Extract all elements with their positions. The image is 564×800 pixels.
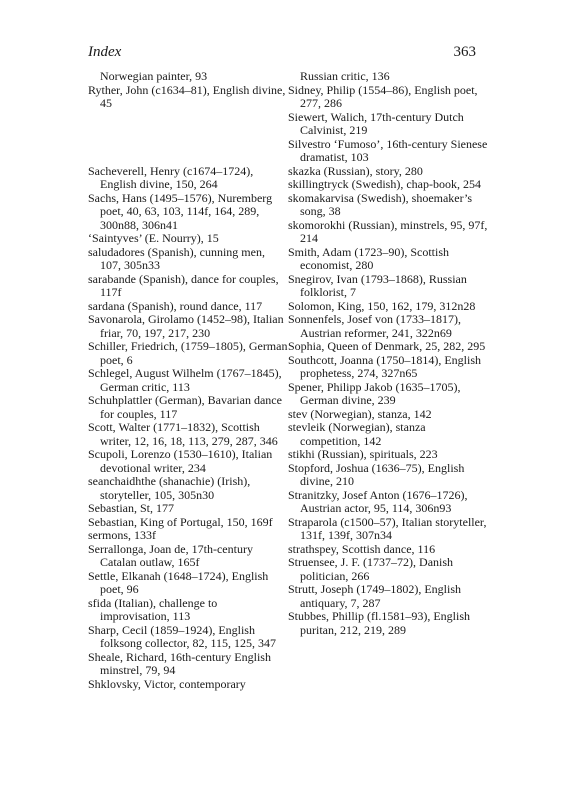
index-entry: ‘Saintyves’ (E. Nourry), 15 [88,231,219,245]
index-entry: Straparola (c1500–57), Italian storyteller, 131f, 139f, 307n34 [288,514,487,542]
index-entry: saludadores (Spanish), cunning men, 107, 305n33 [88,244,265,272]
running-head [88,44,476,64]
index-entry: Schiller, Friedrich, (1759–1805), German poet, 6 [88,339,288,367]
index-entry: Sebastian, St, 177 [88,501,174,515]
index-entry: Sheale, Richard, 16th-century English minstrel, 79, 94 [88,649,271,677]
index-entry: sfida (Italian), challenge to improvisation, 113 [88,595,218,623]
index-entry: Settle, Elkanah (1648–1724), English poet, 96 [88,568,269,596]
index-entry: skazka (Russian), story, 280 [288,163,423,178]
index-entry: Southcott, Joanna (1750–1814), English prophetess, 274, 327n65 [288,352,481,380]
index-entry: Stranitzky, Josef Anton (1676–1726), Austrian actor, 95, 114, 306n93 [288,487,468,515]
running-title: Index [88,44,122,60]
index-column-left [88,70,288,691]
index-entry: stikhi (Russian), spirituals, 223 [288,447,438,461]
index-entry: sarabande (Spanish), dance for couples, 117f [88,271,279,299]
index-entry: strathspey, Scottish dance, 116 [288,541,436,556]
index-entry: Struensee, J. F. (1737–72), Danish politician, 266 [288,555,454,583]
index-entry: seanchaidhthe (shanachie) (Irish), storyteller, 105, 305n30 [88,474,251,502]
index-entry: Sonnenfels, Josef von (1733–1817), Austrian reformer, 241, 322n69 [288,312,461,340]
index-entry: Serrallonga, Joan de, 17th-century Catalan outlaw, 165f [88,541,253,569]
index-entry: Stubbes, Phillip (fl.1581–93), English puritan, 212, 219, 289 [288,609,471,637]
index-entry: Shklovsky, Victor, contemporary [88,676,246,691]
index-entry-continuation: Russian critic, 136 [300,69,390,83]
index-entry: Schlegel, August Wilhelm (1767–1845), German critic, 113 [88,366,282,394]
index-entry: Stopford, Joshua (1636–75), English divine, 210 [288,460,465,488]
index-column-right [288,70,488,637]
index-entry: Snegirov, Ivan (1793–1868), Russian folklorist, 7 [288,271,467,299]
index-entry: Silvestro ‘Fumoso’, 16th-century Sienese dramatist, 103 [288,136,488,164]
index-entry: stevleik (Norwegian), stanza competition, 142 [288,420,426,448]
index-entry: Spener, Philipp Jakob (1635–1705), German divine, 239 [288,379,461,407]
index-entry: Sophia, Queen of Denmark, 25, 282, 295 [288,339,486,353]
index-entry: Sharp, Cecil (1859–1924), English folksong collector, 82, 115, 125, 347 [88,622,277,650]
index-entry: Sidney, Philip (1554–86), English poet, 277, 286 [288,82,478,110]
index-entry: sardana (Spanish), round dance, 117 [88,298,263,313]
index-entry: skomakarvisa (Swedish), shoemaker’s song, 38 [288,190,473,218]
page-number: 363 [453,44,476,60]
index-entry: Siewert, Walich, 17th-century Dutch Calvinist, 219 [288,109,464,137]
index-entry: Ryther, John (c1634–81), English divine, 45 [88,82,286,110]
index-entry: Sacheverell, Henry (c1674–1724), English divine, 150, 264 [88,163,254,191]
index-entry: Strutt, Joseph (1749–1802), English antiquary, 7, 287 [288,582,461,610]
index-entry: skomorokhi (Russian), minstrels, 95, 97f, 214 [288,217,488,245]
index-entry: stev (Norwegian), stanza, 142 [288,406,432,421]
index-entry-continuation: Norwegian painter, 93 [100,69,208,83]
letter-gap [88,111,288,165]
index-entry: Schuhplattler (German), Bavarian dance for couples, 117 [88,393,282,421]
index-entry: Sachs, Hans (1495–1576), Nuremberg poet, 40, 63, 103, 114f, 164, 289, 300n88, 306n41 [88,190,273,232]
index-entry: Solomon, King, 150, 162, 179, 312n28 [288,298,476,313]
index-entry: Scupoli, Lorenzo (1530–1610), Italian devotional writer, 234 [88,447,273,475]
index-entry: Sebastian, King of Portugal, 150, 169f [88,514,273,529]
index-entry: skillingtryck (Swedish), chap-book, 254 [288,177,481,191]
index-entry: Savonarola, Girolamo (1452–98), Italian friar, 70, 197, 217, 230 [88,312,284,340]
index-entry: Smith, Adam (1723–90), Scottish economist, 280 [288,244,450,272]
index-entry: sermons, 133f [88,528,156,542]
index-entry: Scott, Walter (1771–1832), Scottish writer, 12, 16, 18, 113, 279, 287, 346 [88,420,278,448]
